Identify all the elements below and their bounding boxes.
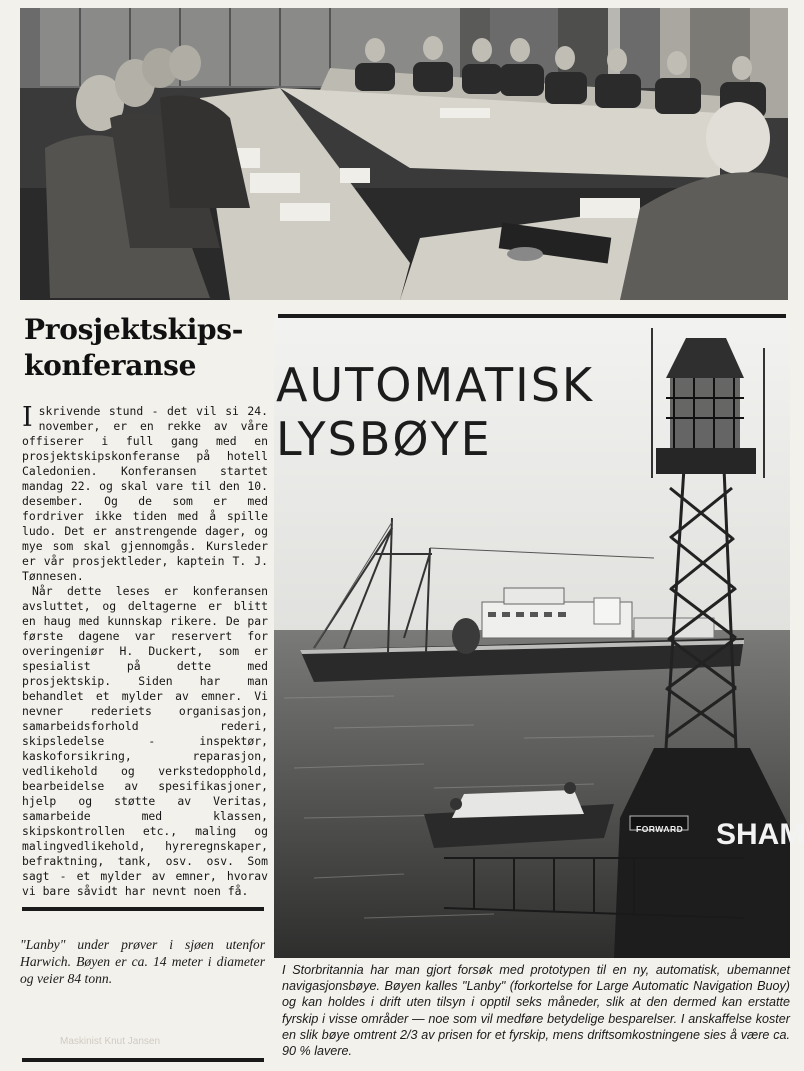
conference-photo [20, 8, 788, 300]
conference-scene-icon [20, 8, 788, 300]
bleed-through-text: Maskinist Knut Jansen [60, 1036, 161, 1047]
article-paragraph-2: Når dette leses er konferansen avsluttet, og deltagerne er blitt en haug med kunnskap rikere. De par første dagene var reservert for overingeniør H. Duckert, som er spesialist på dette med prosjektskip. Siden har man behandlet et mylder av emner. Vi nevner rederiets organisasjon, samarbeidsforhold rederi, skipsledelse - inspektør, kaskoforsikring, reparasjon, vedlikehold og verkstedopphold, bearbeidelse av spesifikasjoner, hjelp og støtte av Veritas, samarbeide med klassen, skipskontrollen etc., maling og malingvedlikehold, hyreregnskaper, befraktning, tank, osv. osv. Som sagt - et mylder av emner, hvorav vi bare såvidt har nevnt noen få. [22, 584, 268, 898]
buoy-forward-marking: FORWARD [636, 824, 684, 834]
bottom-left-rule [22, 1058, 264, 1062]
buoy-hull-lettering: SHAM [716, 818, 804, 851]
headline-line-1: Prosjektskips- [24, 313, 244, 346]
article-end-rule [22, 907, 264, 911]
left-photo-caption: "Lanby" under prøver i sjøen utenfor Harwich. Bøyen er ca. 14 meter i diameter og veier 84 tonn. [20, 937, 265, 986]
buoy-headline-line-1: AUTOMATISK [276, 358, 595, 412]
buoy-photo-caption: I Storbritannia har man gjort forsøk med prototypen til en ny, automatisk, ubemannet navigasjonsbøye. Bøyen kalles "Lanby" (forkortelse for Large Automatic Navigation Buoy) og kan holdes i drift uten tilsyn i opptil seks måneder, slik at den dermed kan erstatte fyrskip i visse områder — noe som vil medføre betydelige besparelser. I anskaffelse koster en slik bøye omtrent 2/3 av prisen for et fyrskip, mens driftsomkostningene sies å være ca. 90 % lavere. [282, 963, 790, 1059]
article-paragraph-1: Iskrivende stund - det vil si 24. november, er en rekke av våre offiserer i full gang med en prosjektskipskonferanse på hotell Caledonien. Konferansen startet mandag 22. og skal vare til den 10. desember. Og de som er med fordriver ikke tiden med å spille ludo. Det er anstrengende dager, og mye som skal gjennomgås. Kursleder er vår prosjektleder, kaptein T. J. Tønnesen. [22, 402, 268, 583]
buoy-headline-line-2: LYSBØYE [276, 412, 492, 466]
headline-line-2: konferanse [24, 349, 197, 382]
buoy-photo [274, 318, 804, 958]
article-headline [24, 312, 264, 384]
buoy-headline [274, 358, 790, 466]
article-body [22, 404, 268, 899]
